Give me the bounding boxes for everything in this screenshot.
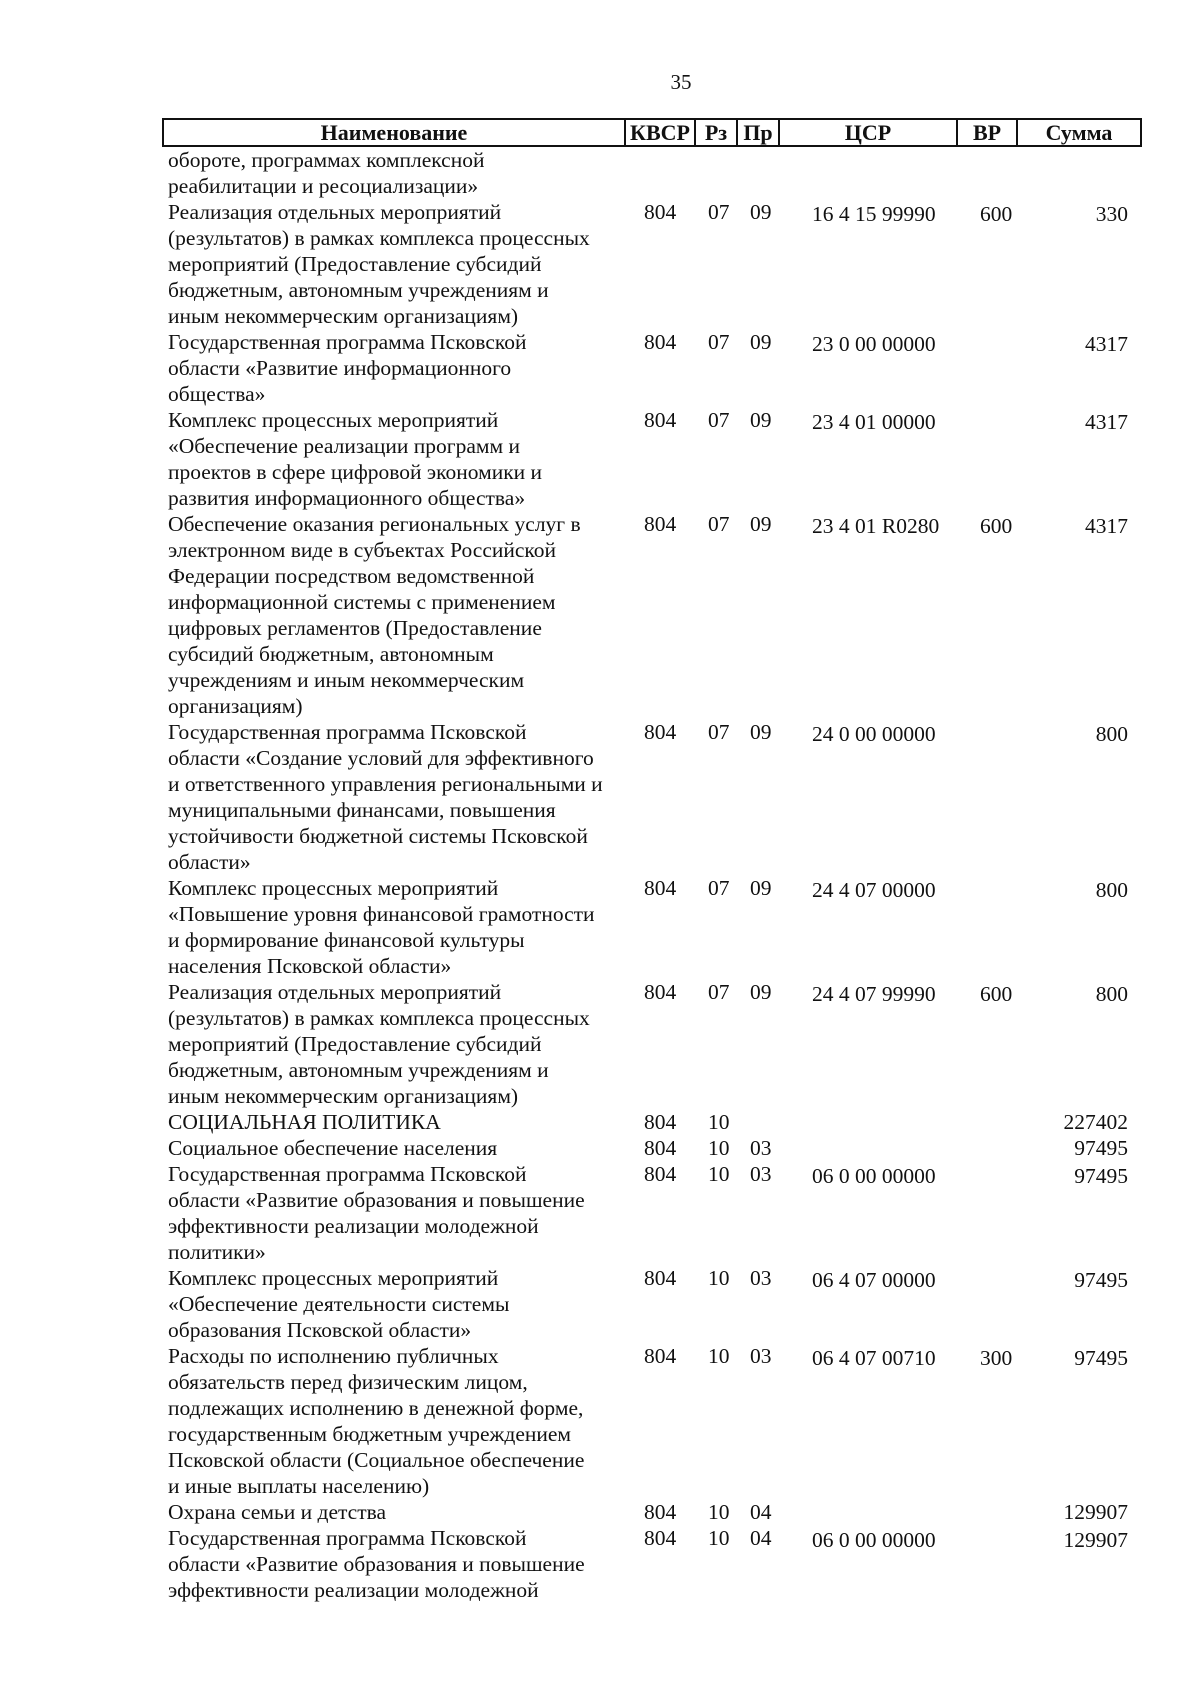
pr-cell: 09	[750, 330, 772, 354]
table-header	[162, 118, 1142, 147]
csr-cell: 06 4 07 00000	[812, 1268, 936, 1292]
csr-cell: 23 4 01 R0280	[812, 514, 940, 538]
name-cell	[168, 1343, 623, 1499]
name-line: информационной системы с применением	[168, 590, 556, 614]
csr-cell: 23 0 00 00000	[812, 332, 936, 356]
name-line: (результатов) в рамках комплекса процессных	[168, 1006, 590, 1030]
name-line: образования Псковской области»	[168, 1318, 472, 1342]
rz-cell: 10	[708, 1110, 730, 1134]
vr-cell: 600	[980, 982, 1013, 1006]
name-line: и ответственного управления региональными и	[168, 772, 603, 796]
name-line: цифровых регламентов (Предоставление	[168, 616, 542, 640]
name-line: Реализация отдельных мероприятий	[168, 980, 502, 1004]
table-row	[0, 875, 1200, 979]
name-line: обороте, программах комплексной	[168, 148, 485, 172]
name-line: государственным бюджетным учреждением	[168, 1422, 572, 1446]
name-cell	[168, 1525, 623, 1603]
pr-cell: 04	[750, 1526, 772, 1550]
name-line: Комплекс процессных мероприятий	[168, 876, 499, 900]
kvsr-cell: 804	[644, 1526, 677, 1550]
name-line: Федерации посредством ведомственной	[168, 564, 535, 588]
pr-cell: 09	[750, 720, 772, 744]
header-sum: Сумма	[1045, 120, 1113, 145]
name-line: (результатов) в рамках комплекса процессных	[168, 226, 590, 250]
table-row	[0, 1499, 1200, 1525]
name-line: субсидий бюджетным, автономным	[168, 642, 494, 666]
pr-cell: 03	[750, 1136, 772, 1160]
kvsr-cell: 804	[644, 876, 677, 900]
sum-cell: 330	[1095, 202, 1128, 226]
name-line: обязательств перед физическим лицом,	[168, 1370, 528, 1394]
name-line: области «Развитие образования и повышение	[168, 1552, 585, 1576]
name-line: Государственная программа Псковской	[168, 330, 527, 354]
sum-cell: 4317	[1085, 514, 1128, 538]
header-kvsr: КВСР	[626, 120, 696, 145]
name-cell	[168, 875, 623, 979]
vr-cell: 600	[980, 202, 1013, 226]
pr-cell: 09	[750, 512, 772, 536]
name-line: эффективности реализации молодежной	[168, 1214, 539, 1238]
rz-cell: 10	[708, 1136, 730, 1160]
rz-cell: 07	[708, 408, 730, 432]
table-row	[0, 199, 1200, 329]
name-line: Реализация отдельных мероприятий	[168, 200, 502, 224]
name-line: бюджетным, автономным учреждениям и	[168, 278, 549, 302]
csr-cell: 24 4 07 99990	[812, 982, 936, 1006]
name-line: Обеспечение оказания региональных услуг в	[168, 512, 581, 536]
name-cell	[168, 1161, 623, 1265]
header-csr: ЦСР	[780, 120, 958, 145]
table-row	[0, 1525, 1200, 1603]
kvsr-cell: 804	[644, 1266, 677, 1290]
name-line: Государственная программа Псковской	[168, 1162, 527, 1186]
rz-cell: 10	[708, 1162, 730, 1186]
csr-cell: 06 4 07 00710	[812, 1346, 936, 1370]
sum-cell: 227402	[1063, 1110, 1128, 1134]
name-line: Охрана семьи и детства	[168, 1500, 387, 1524]
name-cell	[168, 1499, 623, 1525]
name-line: «Повышение уровня финансовой грамотности	[168, 902, 595, 926]
vr-cell: 600	[980, 514, 1013, 538]
name-line: развития информационного общества»	[168, 486, 526, 510]
name-line: области «Создание условий для эффективного	[168, 746, 594, 770]
sum-cell: 4317	[1085, 332, 1128, 356]
kvsr-cell: 804	[644, 1136, 677, 1160]
header-rz: Рз	[696, 120, 738, 145]
name-cell	[168, 1265, 623, 1343]
rz-cell: 07	[708, 330, 730, 354]
name-line: учреждениям и иным некоммерческим	[168, 668, 525, 692]
name-line: проектов в сфере цифровой экономики и	[168, 460, 543, 484]
header-pr: Пр	[738, 120, 780, 145]
pr-cell: 09	[750, 876, 772, 900]
rz-cell: 07	[708, 512, 730, 536]
name-line: бюджетным, автономным учреждениям и	[168, 1058, 549, 1082]
table-row	[0, 511, 1200, 719]
name-line: эффективности реализации молодежной	[168, 1578, 539, 1602]
table-row	[0, 719, 1200, 875]
sum-cell: 97495	[1074, 1268, 1128, 1292]
csr-cell: 24 0 00 00000	[812, 722, 936, 746]
name-line: и иные выплаты населению)	[168, 1474, 430, 1498]
name-line: Государственная программа Псковской	[168, 720, 527, 744]
kvsr-cell: 804	[644, 1110, 677, 1134]
name-line: «Обеспечение реализации программ и	[168, 434, 521, 458]
rz-cell: 10	[708, 1500, 730, 1524]
kvsr-cell: 804	[644, 980, 677, 1004]
table-row	[0, 1265, 1200, 1343]
csr-cell: 23 4 01 00000	[812, 410, 936, 434]
kvsr-cell: 804	[644, 200, 677, 224]
kvsr-cell: 804	[644, 720, 677, 744]
name-cell	[168, 147, 623, 199]
name-line: «Обеспечение деятельности системы	[168, 1292, 510, 1316]
sum-cell: 800	[1095, 722, 1128, 746]
table-row	[0, 1343, 1200, 1499]
pr-cell: 04	[750, 1500, 772, 1524]
name-line: Расходы по исполнению публичных	[168, 1344, 499, 1368]
name-line: организациям)	[168, 694, 303, 718]
pr-cell: 03	[750, 1266, 772, 1290]
kvsr-cell: 804	[644, 1500, 677, 1524]
sum-cell: 97495	[1074, 1346, 1128, 1370]
name-line: населения Псковской области»	[168, 954, 452, 978]
name-line: реабилитации и ресоциализации»	[168, 174, 479, 198]
name-cell	[168, 979, 623, 1109]
csr-cell: 06 0 00 00000	[812, 1164, 936, 1188]
table-body	[0, 147, 1200, 1603]
table-row	[0, 407, 1200, 511]
rz-cell: 07	[708, 200, 730, 224]
sum-cell: 129907	[1063, 1500, 1128, 1524]
rz-cell: 07	[708, 980, 730, 1004]
table-row	[0, 1161, 1200, 1265]
kvsr-cell: 804	[644, 512, 677, 536]
name-line: мероприятий (Предоставление субсидий	[168, 252, 542, 276]
table-row	[0, 979, 1200, 1109]
name-line: и формирование финансовой культуры	[168, 928, 525, 952]
name-line: политики»	[168, 1240, 266, 1264]
name-line: Комплекс процессных мероприятий	[168, 408, 499, 432]
name-line: Социальное обеспечение населения	[168, 1136, 498, 1160]
sum-cell: 4317	[1085, 410, 1128, 434]
name-line: иным некоммерческим организациям)	[168, 304, 519, 328]
name-cell	[168, 719, 623, 875]
vr-cell: 300	[980, 1346, 1013, 1370]
rz-cell: 10	[708, 1266, 730, 1290]
header-vr: ВР	[958, 120, 1018, 145]
table-row	[0, 329, 1200, 407]
name-line: подлежащих исполнению в денежной форме,	[168, 1396, 584, 1420]
sum-cell: 129907	[1063, 1528, 1128, 1552]
sum-cell: 800	[1095, 982, 1128, 1006]
pr-cell: 09	[750, 980, 772, 1004]
name-line: Псковской области (Социальное обеспечение	[168, 1448, 585, 1472]
rz-cell: 10	[708, 1526, 730, 1550]
name-cell	[168, 329, 623, 407]
name-line: общества»	[168, 382, 266, 406]
name-line: мероприятий (Предоставление субсидий	[168, 1032, 542, 1056]
name-line: устойчивости бюджетной системы Псковской	[168, 824, 588, 848]
pr-cell: 09	[750, 200, 772, 224]
kvsr-cell: 804	[644, 1162, 677, 1186]
pr-cell: 03	[750, 1344, 772, 1368]
csr-cell: 24 4 07 00000	[812, 878, 936, 902]
kvsr-cell: 804	[644, 408, 677, 432]
csr-cell: 16 4 15 99990	[812, 202, 936, 226]
name-line: Комплекс процессных мероприятий	[168, 1266, 499, 1290]
table-row	[0, 1109, 1200, 1135]
rz-cell: 07	[708, 720, 730, 744]
page-number: 35	[670, 70, 692, 94]
name-line: Государственная программа Псковской	[168, 1526, 527, 1550]
sum-cell: 97495	[1074, 1164, 1128, 1188]
rz-cell: 07	[708, 876, 730, 900]
name-cell	[168, 511, 623, 719]
rz-cell: 10	[708, 1344, 730, 1368]
name-cell	[168, 1109, 623, 1135]
header-name: Наименование	[164, 120, 626, 145]
name-line: области «Развитие образования и повышение	[168, 1188, 585, 1212]
pr-cell: 03	[750, 1162, 772, 1186]
kvsr-cell: 804	[644, 1344, 677, 1368]
name-line: области «Развитие информационного	[168, 356, 512, 380]
sum-cell: 800	[1095, 878, 1128, 902]
pr-cell: 09	[750, 408, 772, 432]
sum-cell: 97495	[1074, 1136, 1128, 1160]
name-line: области»	[168, 850, 251, 874]
name-cell	[168, 407, 623, 511]
name-line: иным некоммерческим организациям)	[168, 1084, 519, 1108]
name-line: муниципальными финансами, повышения	[168, 798, 556, 822]
kvsr-cell: 804	[644, 330, 677, 354]
name-cell	[168, 199, 623, 329]
table-row	[0, 1135, 1200, 1161]
name-cell	[168, 1135, 623, 1161]
table-row	[0, 147, 1200, 199]
csr-cell: 06 0 00 00000	[812, 1528, 936, 1552]
name-line: электронном виде в субъектах Российской	[168, 538, 557, 562]
name-line: СОЦИАЛЬНАЯ ПОЛИТИКА	[168, 1110, 441, 1134]
